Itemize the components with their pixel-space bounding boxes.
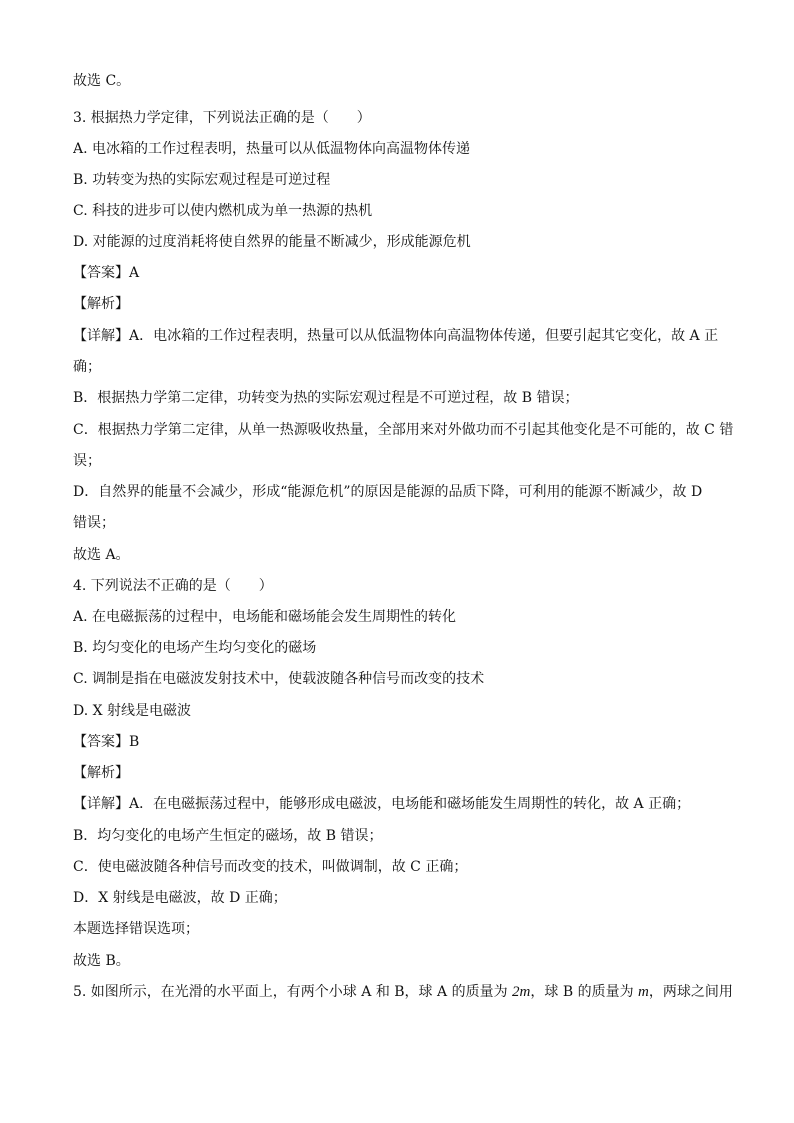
explanation-line: D．自然界的能量不会减少，形成“能源危机”的原因是能源的品质下降，可利用的能源不断减少，故 D <box>73 484 703 500</box>
option-a: A. 在电磁振荡的过程中，电场能和磁场能会发生周期性的转化 <box>73 609 457 625</box>
explanation-line: 确； <box>73 359 101 375</box>
explanation-line: 【详解】A．电冰箱的工作过程表明，热量可以从低温物体向高温物体传递，但要引起其它变化，故 A 正 <box>73 328 719 344</box>
question-5-text: ，两球之间用 <box>648 984 733 1000</box>
explanation-line: 误； <box>73 453 101 469</box>
option-d: D. 对能源的过度消耗将使自然界的能量不断减少，形成能源危机 <box>73 234 471 250</box>
option-a: A. 电冰箱的工作过程表明，热量可以从低温物体向高温物体传递 <box>73 141 471 157</box>
explanation-line: 【详解】A．在电磁振荡过程中，能够形成电磁波，电场能和磁场能发生周期性的转化，故 A 正确； <box>73 796 691 812</box>
text-line: 本题选择错误选项； <box>73 921 199 937</box>
mass-b: m <box>638 984 649 1000</box>
explanation-line: C．根据热力学第二定律，从单一热源吸收热量，全部用来对外做功而不引起其他变化是不可能的，故 C 错 <box>73 422 733 438</box>
question-5-stem <box>73 982 733 1002</box>
explanation-line: C．使电磁波随各种信号而改变的技术，叫做调制，故 C 正确； <box>73 859 468 875</box>
question-5-text: 5. 如图所示，在光滑的水平面上，有两个小球 A 和 B，球 A 的质量为 <box>73 984 513 1000</box>
question-5-text: ，球 B 的质量为 <box>530 984 639 1000</box>
explanation-line: B．根据热力学第二定律，功转变为热的实际宏观过程是不可逆过程，故 B 错误； <box>73 390 579 406</box>
mass-a: 2m <box>512 984 531 1000</box>
explanation-line: B．均匀变化的电场产生恒定的磁场，故 B 错误； <box>73 828 383 844</box>
question-4-stem: 4. 下列说法不正确的是（ ） <box>73 578 273 594</box>
option-b: B. 功转变为热的实际宏观过程是可逆过程 <box>73 172 331 188</box>
option-b: B. 均匀变化的电场产生均匀变化的磁场 <box>73 640 317 656</box>
explanation-line: 错误； <box>73 515 115 531</box>
answer-label: 【答案】A <box>73 265 140 281</box>
option-c: C. 调制是指在电磁波发射技术中，使载波随各种信号而改变的技术 <box>73 671 485 687</box>
analysis-label: 【解析】 <box>73 296 129 312</box>
explanation-line: D．X 射线是电磁波，故 D 正确； <box>73 890 287 906</box>
text-line: 故选 C。 <box>73 73 131 89</box>
text-line: 故选 A。 <box>73 547 130 563</box>
answer-label: 【答案】B <box>73 734 140 750</box>
option-c: C. 科技的进步可以使内燃机成为单一热源的热机 <box>73 203 373 219</box>
question-3-stem: 3. 根据热力学定律，下列说法正确的是（ ） <box>73 110 371 126</box>
option-d: D. X 射线是电磁波 <box>73 703 192 719</box>
text-line: 故选 B。 <box>73 953 130 969</box>
analysis-label: 【解析】 <box>73 765 129 781</box>
